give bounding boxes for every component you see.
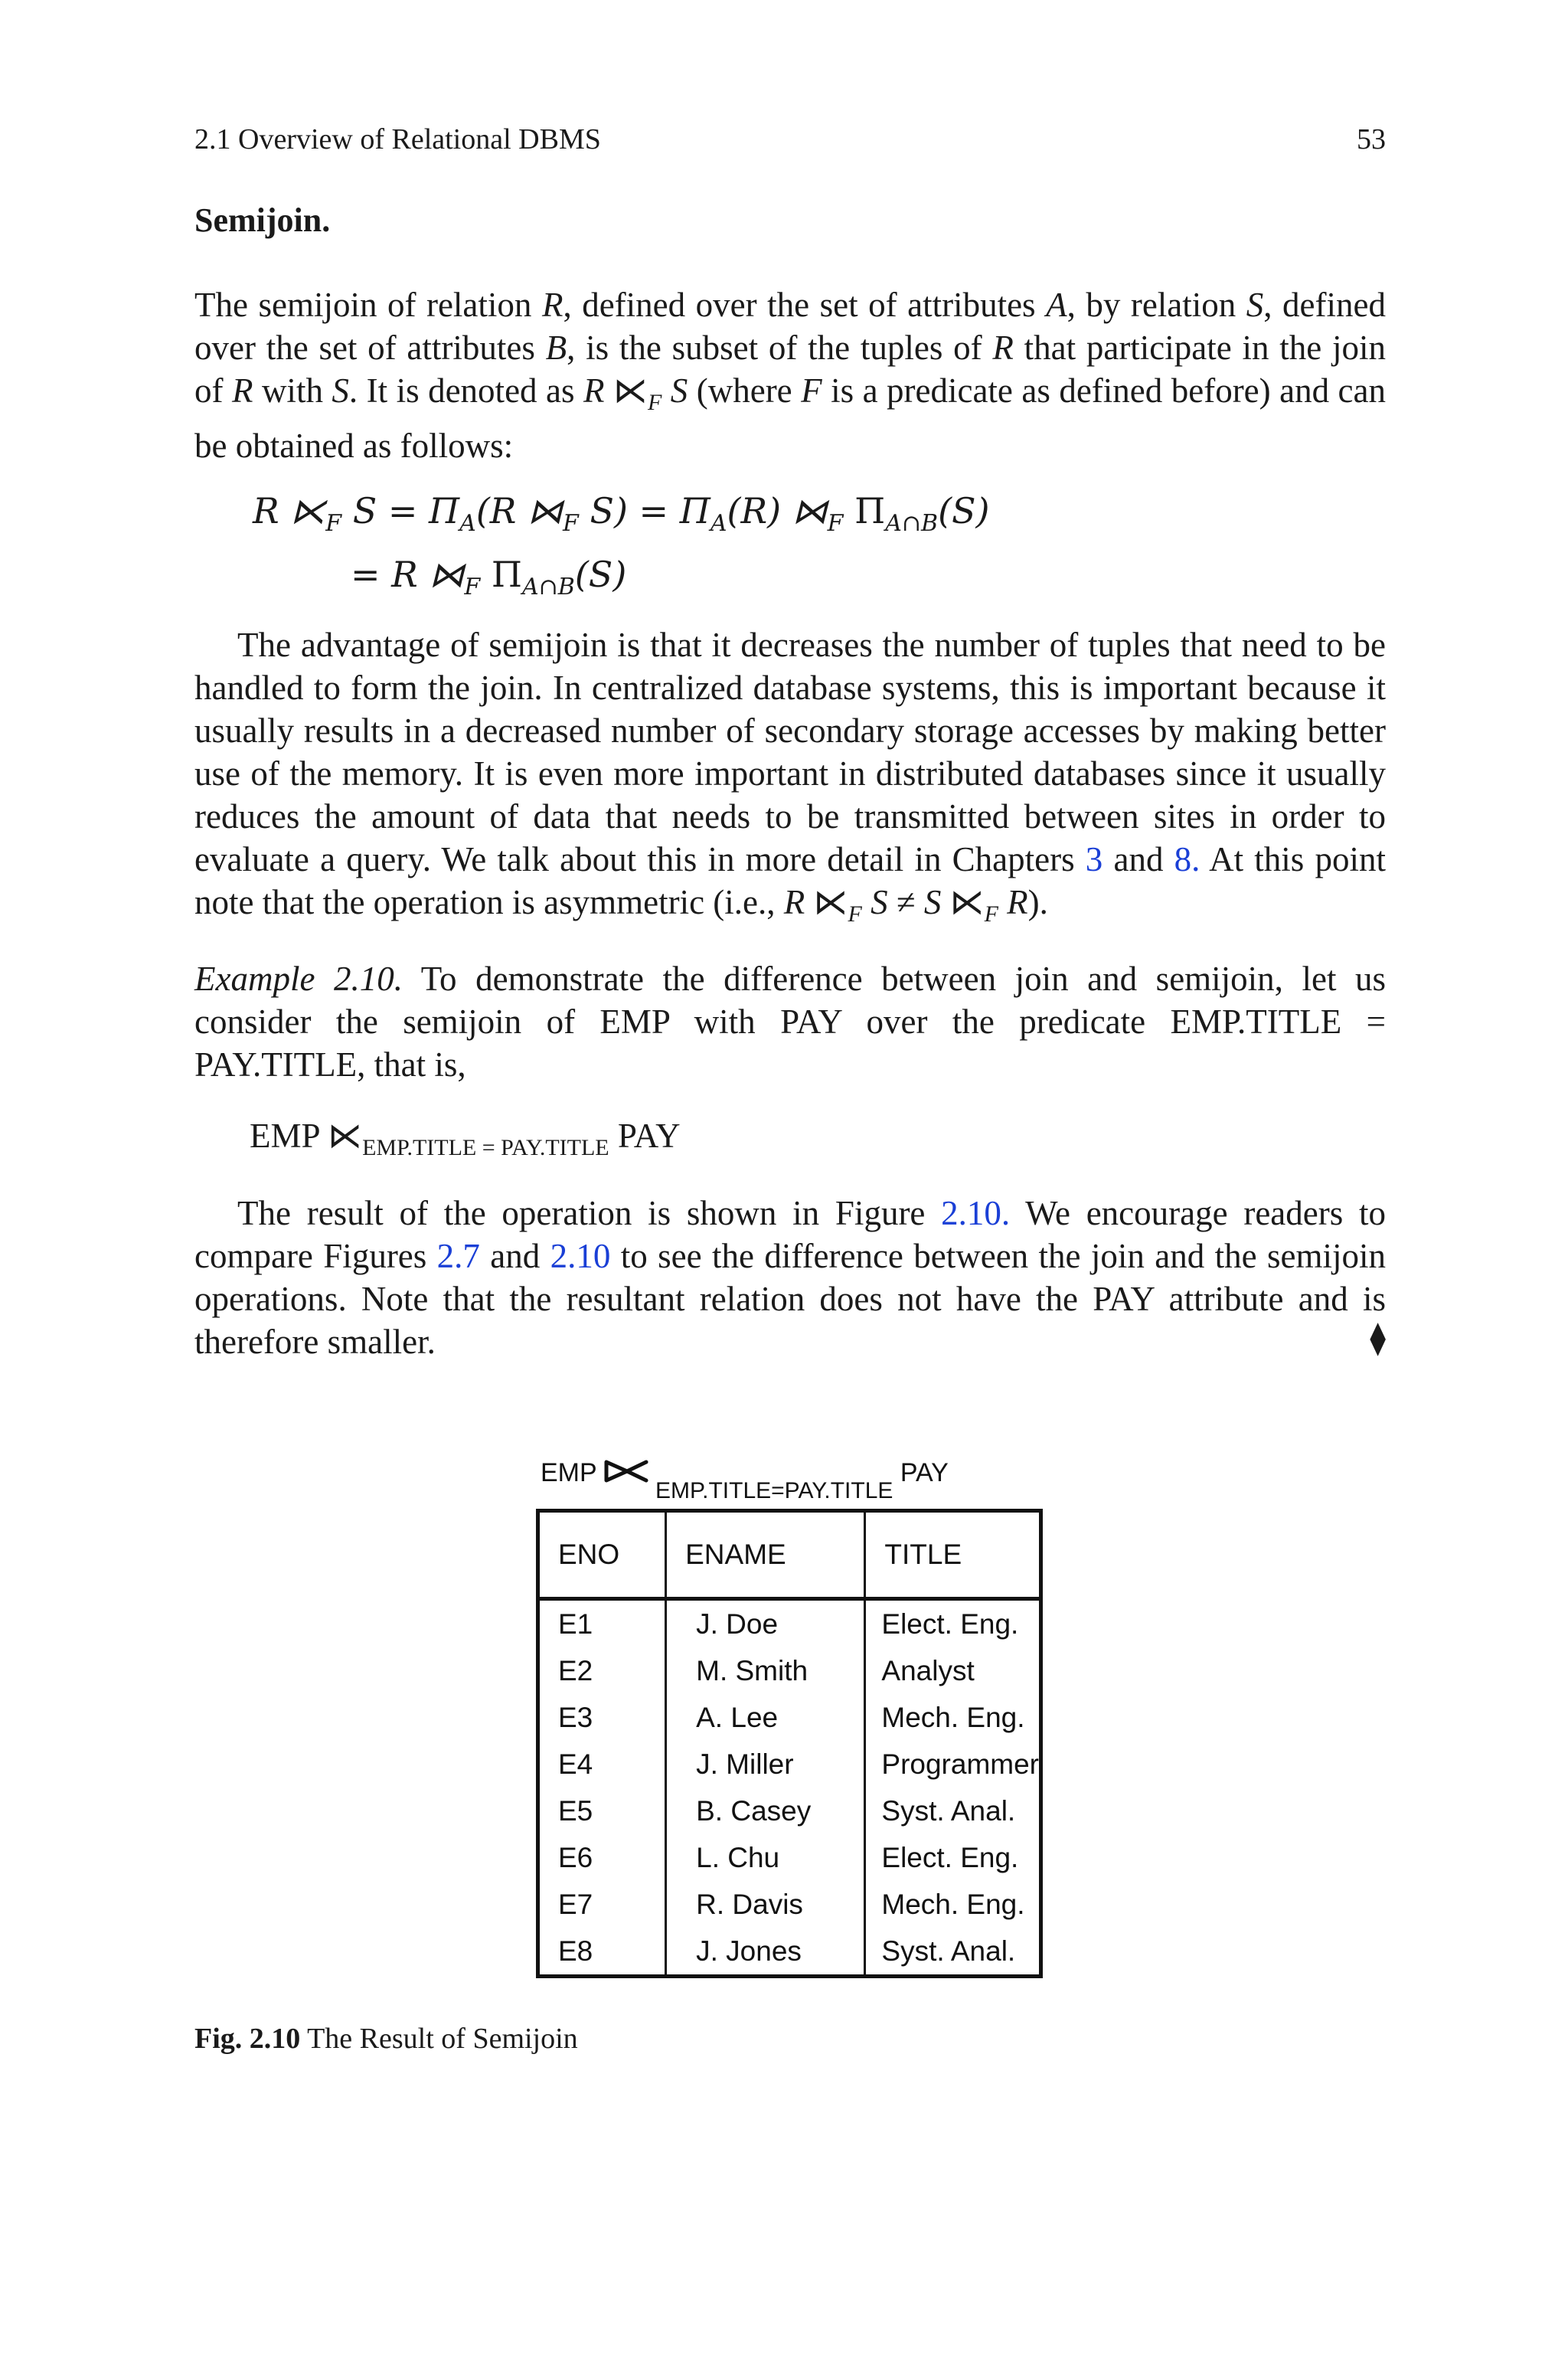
paragraph-example: Example 2.10. To demonstrate the difference between join and semijoin, let us consider the semijoin of EMP with PAY over the predicate EMP.TITLE = PAY.TITLE, that is, <box>194 960 1386 1084</box>
table-cell: E5 <box>538 1788 666 1834</box>
table-cell: E4 <box>538 1741 666 1788</box>
table-cell: E6 <box>538 1834 666 1881</box>
table-cell: Mech. Eng. <box>881 1701 1025 1733</box>
equation-line-2: = R $⋈_F$ $\Pi_{A\cap B}(S)$ <box>351 554 627 600</box>
table-cell: E8 <box>538 1928 666 1977</box>
page-number: 53 <box>1357 123 1386 155</box>
table-cell: L. Chu <box>666 1834 865 1881</box>
running-header <box>194 123 1386 156</box>
column-header: ENAME <box>666 1511 865 1599</box>
caption-text: The Result of Semijoin <box>300 2023 578 2055</box>
column-header: TITLE <box>865 1511 1041 1599</box>
figure-title: EMP EMP.TITLE=PAY.TITLE PAY <box>541 1458 949 1503</box>
paragraph-definition: The semijoin of relation R, defined over the set of attributes A, by relation S, defined over the set of attributes B, is the subset of the tuples of R that participate in the join of R with S. It is denoted as R $⋉_F$ S (where F is a predicate as defined before) and can be obtained as follows: <box>194 286 1387 465</box>
table-cell: Analyst <box>881 1654 975 1686</box>
table-cell: J. Miller <box>666 1741 865 1788</box>
semijoin-symbol-icon <box>604 1458 648 1484</box>
table-row <box>538 1788 1041 1834</box>
end-of-example-icon: ⧫ <box>1370 1321 1386 1356</box>
table-cell: B. Casey <box>666 1788 865 1834</box>
example-label: Example 2.10. <box>194 960 403 998</box>
chapter-3-link[interactable]: 3 <box>1085 840 1103 878</box>
table-cell: A. Lee <box>666 1694 865 1741</box>
table-cell: J. Jones <box>666 1928 865 1977</box>
table-cell: R. Davis <box>666 1881 865 1928</box>
figure-2-7-link[interactable]: 2.7 <box>436 1237 480 1275</box>
equation-line-1: R $⋉_F$ $S = \Pi_A(R$ $⋈_F$ $S) = \Pi_A(R)$ $⋈_F$ $\Pi_{A\cap B}(S)$ <box>253 490 990 537</box>
table-cell: Elect. Eng. <box>881 1841 1019 1873</box>
table-cell: Syst. Anal. <box>881 1935 1016 1967</box>
table-cell: J. Doe <box>666 1599 865 1648</box>
figure-caption <box>194 2022 578 2056</box>
caption-label: Fig. 2.10 <box>194 2023 301 2055</box>
header-section: 2.1 Overview of Relational DBMS <box>194 123 601 155</box>
table-header-row <box>538 1511 1041 1599</box>
table-row <box>538 1881 1041 1928</box>
table-cell: E3 <box>538 1694 666 1741</box>
table-row <box>538 1928 1041 1977</box>
table-cell: E7 <box>538 1881 666 1928</box>
table-row <box>538 1694 1041 1741</box>
figure-2-10-link[interactable]: 2.10. <box>941 1194 1011 1232</box>
table-cell: E2 <box>538 1647 666 1694</box>
table-row <box>538 1834 1041 1881</box>
table-row <box>538 1741 1041 1788</box>
table-row <box>538 1647 1041 1694</box>
table-cell: E1 <box>538 1599 666 1648</box>
column-header: ENO <box>538 1511 666 1599</box>
semijoin-equation <box>253 486 990 613</box>
paragraph-result: The result of the operation is shown in Figure 2.10. We encourage readers to compare Figures 2.7 and 2.10 to see the difference between the join and the semijoin operations. Note that the resultant relation does not have the PAY attribute and is therefore smaller. <box>194 1194 1386 1361</box>
table-cell: Mech. Eng. <box>881 1888 1025 1920</box>
table-cell: M. Smith <box>666 1647 865 1694</box>
example-expression: EMP $⋉_{EMP.TITLE = PAY.TITLE}$ PAY <box>250 1117 681 1160</box>
table-cell: Programmer <box>881 1748 1039 1780</box>
table-row <box>538 1599 1041 1648</box>
table-cell: Elect. Eng. <box>881 1608 1019 1640</box>
figure-2-10-link-2[interactable]: 2.10 <box>550 1237 611 1275</box>
paragraph-advantage: The advantage of semijoin is that it decreases the number of tuples that need to be handled to form the join. In centralized database systems, this is important because it usually results in a decreased number of secondary storage accesses by making better use of the memory. It is even more important in distributed databases since it usually reduces the amount of data that needs to be transmitted between sites in order to evaluate a query. We talk about this in more detail in Chapters 3 and 8. At this point note that the operation is asymmetric (i.e., R $⋉_F$ S ≠ S $⋉_F$ R). <box>194 626 1386 927</box>
table-cell: Syst. Anal. <box>881 1794 1016 1827</box>
semijoin-result-table <box>536 1509 1043 1978</box>
section-title: Semijoin. <box>194 201 331 239</box>
chapter-8-link[interactable]: 8. <box>1174 840 1200 878</box>
